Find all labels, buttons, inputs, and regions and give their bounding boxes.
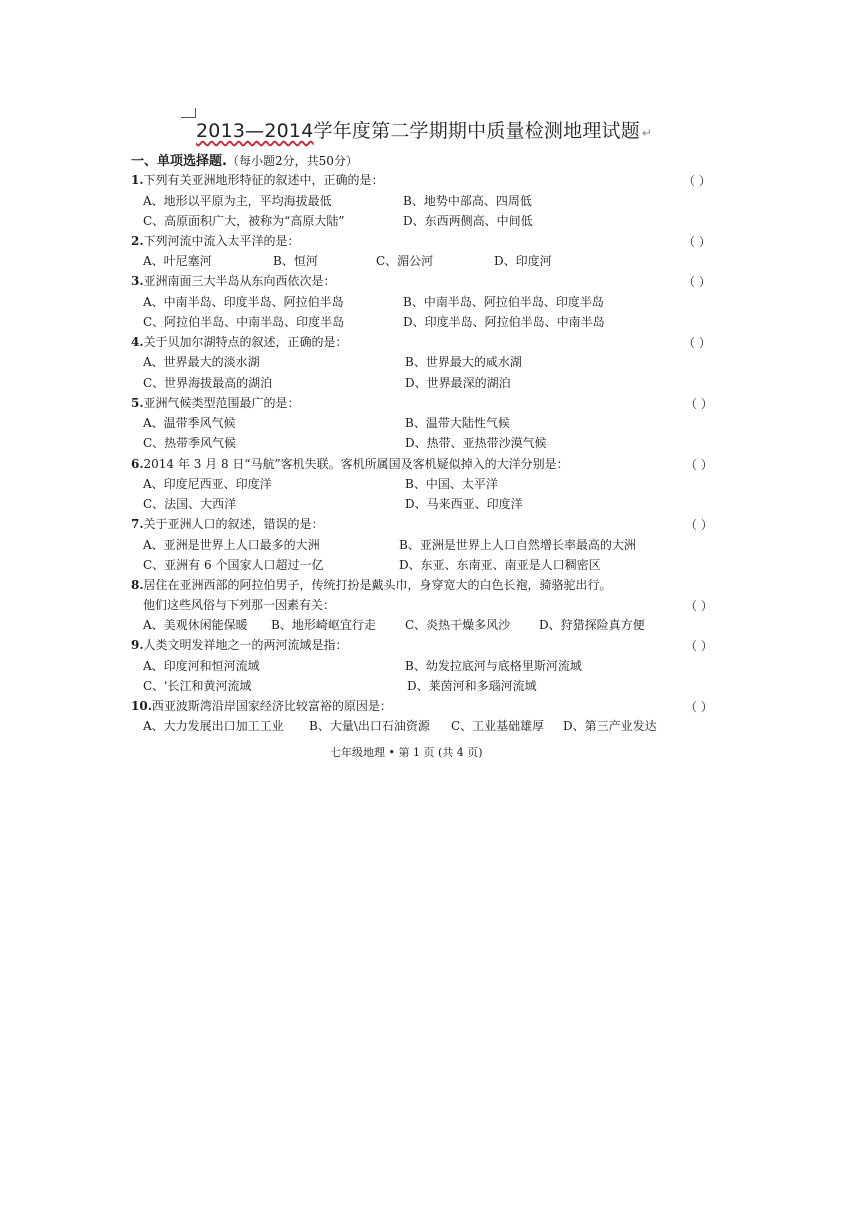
question-text: 关于贝加尔湖特点的叙述，正确的是： <box>143 335 348 349</box>
page-title <box>196 116 656 143</box>
option-a: A、温带季风气候 <box>143 416 236 430</box>
question-number: 4. <box>131 335 144 349</box>
option-c: C、热带季风气候 <box>143 436 237 450</box>
option-a: A、地形以平原为主，平均海拔最低 <box>143 194 332 208</box>
question-number: 2. <box>131 234 144 248</box>
option-c: C、高原面积广大，被称为“高原大陆” <box>143 214 345 228</box>
option-c: C、阿拉伯半岛、中南半岛、印度半岛 <box>143 315 345 329</box>
section-heading-label: 一、单项选择题. <box>131 154 227 169</box>
option-b: B、幼发拉底河与底格里斯河流域 <box>405 659 582 673</box>
option-a: A、印度尼西亚、印度洋 <box>143 477 272 491</box>
question-7 <box>131 516 324 532</box>
answer-blank: （ ） <box>683 174 711 188</box>
option-a: A、大力发展出口加工工业 <box>143 719 284 733</box>
option-d: D、第三产业发达 <box>563 719 657 733</box>
question-text: 关于亚洲人口的叙述，错误的是： <box>143 517 324 531</box>
question-3 <box>131 273 336 289</box>
option-b: B、中国、太平洋 <box>405 477 498 491</box>
option-b: B、世界最大的咸水湖 <box>405 355 522 369</box>
option-d: D、莱茵河和多瑙河流域 <box>407 679 537 693</box>
option-c: C、世界海拔最高的湖泊 <box>143 376 273 390</box>
answer-blank: （ ） <box>683 235 711 249</box>
option-a: A、印度河和恒河流域 <box>143 659 260 673</box>
answer-blank: （ ） <box>683 336 711 350</box>
question-8 <box>131 577 612 593</box>
answer-blank: （ ） <box>685 700 713 714</box>
question-4 <box>131 334 348 350</box>
option-c: C、'长江和黄河流域 <box>143 679 252 693</box>
question-number: 10. <box>131 699 152 713</box>
question-number: 1. <box>131 173 144 187</box>
option-d: D、印度半岛、阿拉伯半岛、中南半岛 <box>403 315 605 329</box>
option-d: D、世界最深的湖泊 <box>405 376 511 390</box>
question-number: 5. <box>131 396 144 410</box>
option-d: D、印度河 <box>494 254 552 268</box>
option-b: B、地形崎岖宜行走 <box>271 618 376 632</box>
paragraph-mark-icon: ↵ <box>641 126 653 140</box>
page-footer: 七年级地理 • 第 1 页 (共 4 页) <box>330 746 483 759</box>
answer-blank: （ ） <box>683 275 711 289</box>
question-6 <box>131 456 569 472</box>
option-b: B、中南半岛、阿拉伯半岛、印度半岛 <box>403 295 604 309</box>
question-text: 居住在亚洲西部的阿拉伯男子，传统打扮是戴头巾，身穿宽大的白色长袍，骑骆驼出行。 <box>143 578 612 592</box>
option-c: C、法国、大西洋 <box>143 497 237 511</box>
question-text: 下列河流中流入太平洋的是： <box>143 234 300 248</box>
option-b: B、温带大陆性气候 <box>405 416 510 430</box>
question-10 <box>131 698 392 714</box>
question-9 <box>131 637 348 653</box>
answer-blank: （ ） <box>685 518 713 532</box>
section-heading-note: （每小题2分，共50分） <box>226 154 358 168</box>
option-d: D、东西两侧高、中间低 <box>403 214 533 228</box>
option-b: B、大量\出口石油资源 <box>309 719 430 733</box>
option-a: A、美观休闲能保暖 <box>143 618 248 632</box>
question-text: 人类文明发祥地之一的两河流域是指： <box>143 638 348 652</box>
option-b: B、恒河 <box>273 254 318 268</box>
question-number: 7. <box>131 517 144 531</box>
title-year: 2013—2014 <box>196 120 314 142</box>
answer-blank: （ ） <box>685 639 713 653</box>
question-text: 2014 年 3 月 8 日“马航”客机失联。客机所属国及客机疑似掉入的大洋分别是： <box>143 457 569 471</box>
option-d: D、东亚、东南亚、南亚是人口稠密区 <box>399 558 601 572</box>
option-c: C、湄公河 <box>376 254 434 268</box>
option-c: C、工业基础雄厚 <box>451 719 545 733</box>
question-number: 6. <box>131 457 144 471</box>
question-text: 西亚波斯湾沿岸国家经济比较富裕的原因是： <box>151 699 392 713</box>
question-number: 9. <box>131 638 144 652</box>
option-c: C、亚洲有 6 个国家人口超过一亿 <box>143 558 324 572</box>
corner-mark <box>181 108 196 118</box>
question-text: 亚洲南面三大半岛从东向西依次是： <box>143 274 336 288</box>
option-b: B、地势中部高、四周低 <box>403 194 532 208</box>
option-b: B、亚洲是世界上人口自然增长率最高的大洲 <box>399 538 636 552</box>
question-text: 亚洲气候类型范围最广的是： <box>143 396 300 410</box>
question-5 <box>131 395 300 411</box>
question-number: 8. <box>131 578 144 592</box>
title-text: 学年度第二学期期中质量检测地理试题 <box>313 120 640 142</box>
option-d: D、狩猎探险真方便 <box>539 618 645 632</box>
answer-blank: （ ） <box>685 599 713 613</box>
option-a: A、亚洲是世界上人口最多的大洲 <box>143 538 320 552</box>
question-1 <box>131 172 384 188</box>
option-d: D、马来西亚、印度洋 <box>405 497 523 511</box>
answer-blank: （ ） <box>685 458 713 472</box>
section-heading <box>131 150 358 169</box>
question-8-continued: 他们这些风俗与下列那一因素有关： <box>143 598 336 612</box>
option-a: A、中南半岛、印度半岛、阿拉伯半岛 <box>143 295 344 309</box>
option-c: C、炎热干燥多风沙 <box>405 618 511 632</box>
question-2 <box>131 233 300 249</box>
question-text: 下列有关亚洲地形特征的叙述中，正确的是： <box>143 173 384 187</box>
answer-blank: （ ） <box>685 397 713 411</box>
option-a: A、叶尼塞河 <box>143 254 212 268</box>
option-a: A、世界最大的淡水湖 <box>143 355 260 369</box>
option-d: D、热带、亚热带沙漠气候 <box>405 436 547 450</box>
question-number: 3. <box>131 274 144 288</box>
